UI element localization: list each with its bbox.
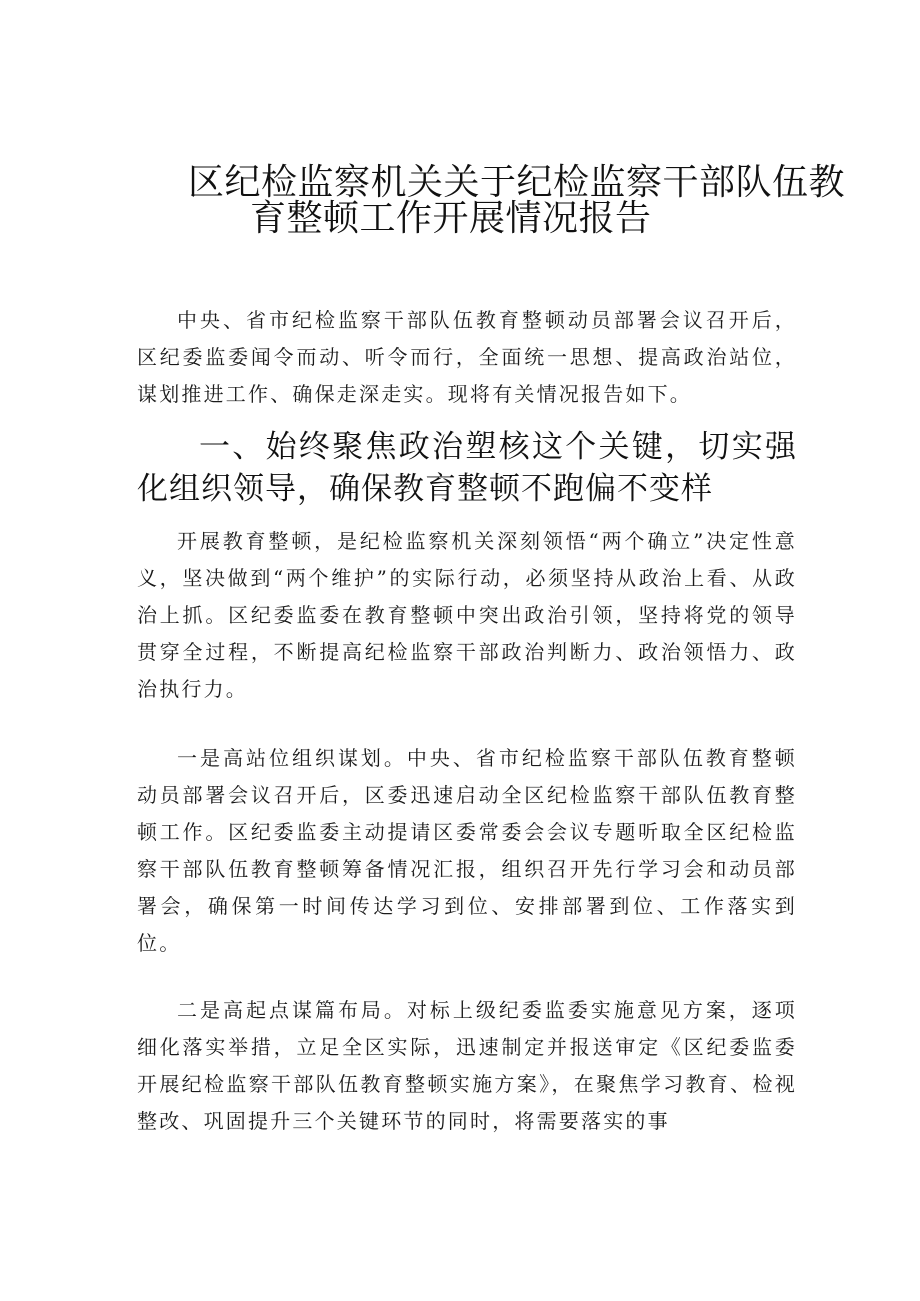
section-1-paragraph-1: 开展教育整顿，是纪检监察机关深刻领悟“两个确立”决定性意义，坚决做到“两个维护”的实际行动，必须坚持从政治上看、从政治上抓。区纪委监委在教育整顿中突出政治引领，坚持将党的领导贯穿全过程，不断提高纪检监察干部政治判断力、政治领悟力、政治执行力。 [137,529,797,701]
document-title-line-1: 区纪检监察机关关于纪检监察干部队伍教 [188,162,846,203]
document-title-line-2: 育整顿工作开展情况报告 [250,198,652,239]
section-heading-1: 一、始终聚焦政治塑核这个关键，切实强化组织领导，确保教育整顿不跑偏不变样 [137,429,797,507]
intro-paragraph: 中央、省市纪检监察干部队伍教育整顿动员部署会议召开后，区纪委监委闻令而动、听令而行，全面统一思想、提高政治站位，谋划推进工作、确保走深走实。现将有关情况报告如下。 [137,308,797,406]
section-1-paragraph-3: 二是高起点谋篇布局。对标上级纪委监委实施意见方案，逐项细化落实举措，立足全区实际，迅速制定并报送审定《区纪委监委开展纪检监察干部队伍教育整顿实施方案》，在聚焦学习教育、检视整改、巩固提升三个关键环节的同时，将需要落实的事 [137,998,797,1133]
section-1-paragraph-2: 一是高站位组织谋划。中央、省市纪检监察干部队伍教育整顿动员部署会议召开后，区委迅速启动全区纪检监察干部队伍教育整顿工作。区纪委监委主动提请区委常委会会议专题听取全区纪检监察干部队伍教育整顿筹备情况汇报，组织召开先行学习会和动员部署会，确保第一时间传达学习到位、安排部署到位、工作落实到位。 [137,746,797,955]
